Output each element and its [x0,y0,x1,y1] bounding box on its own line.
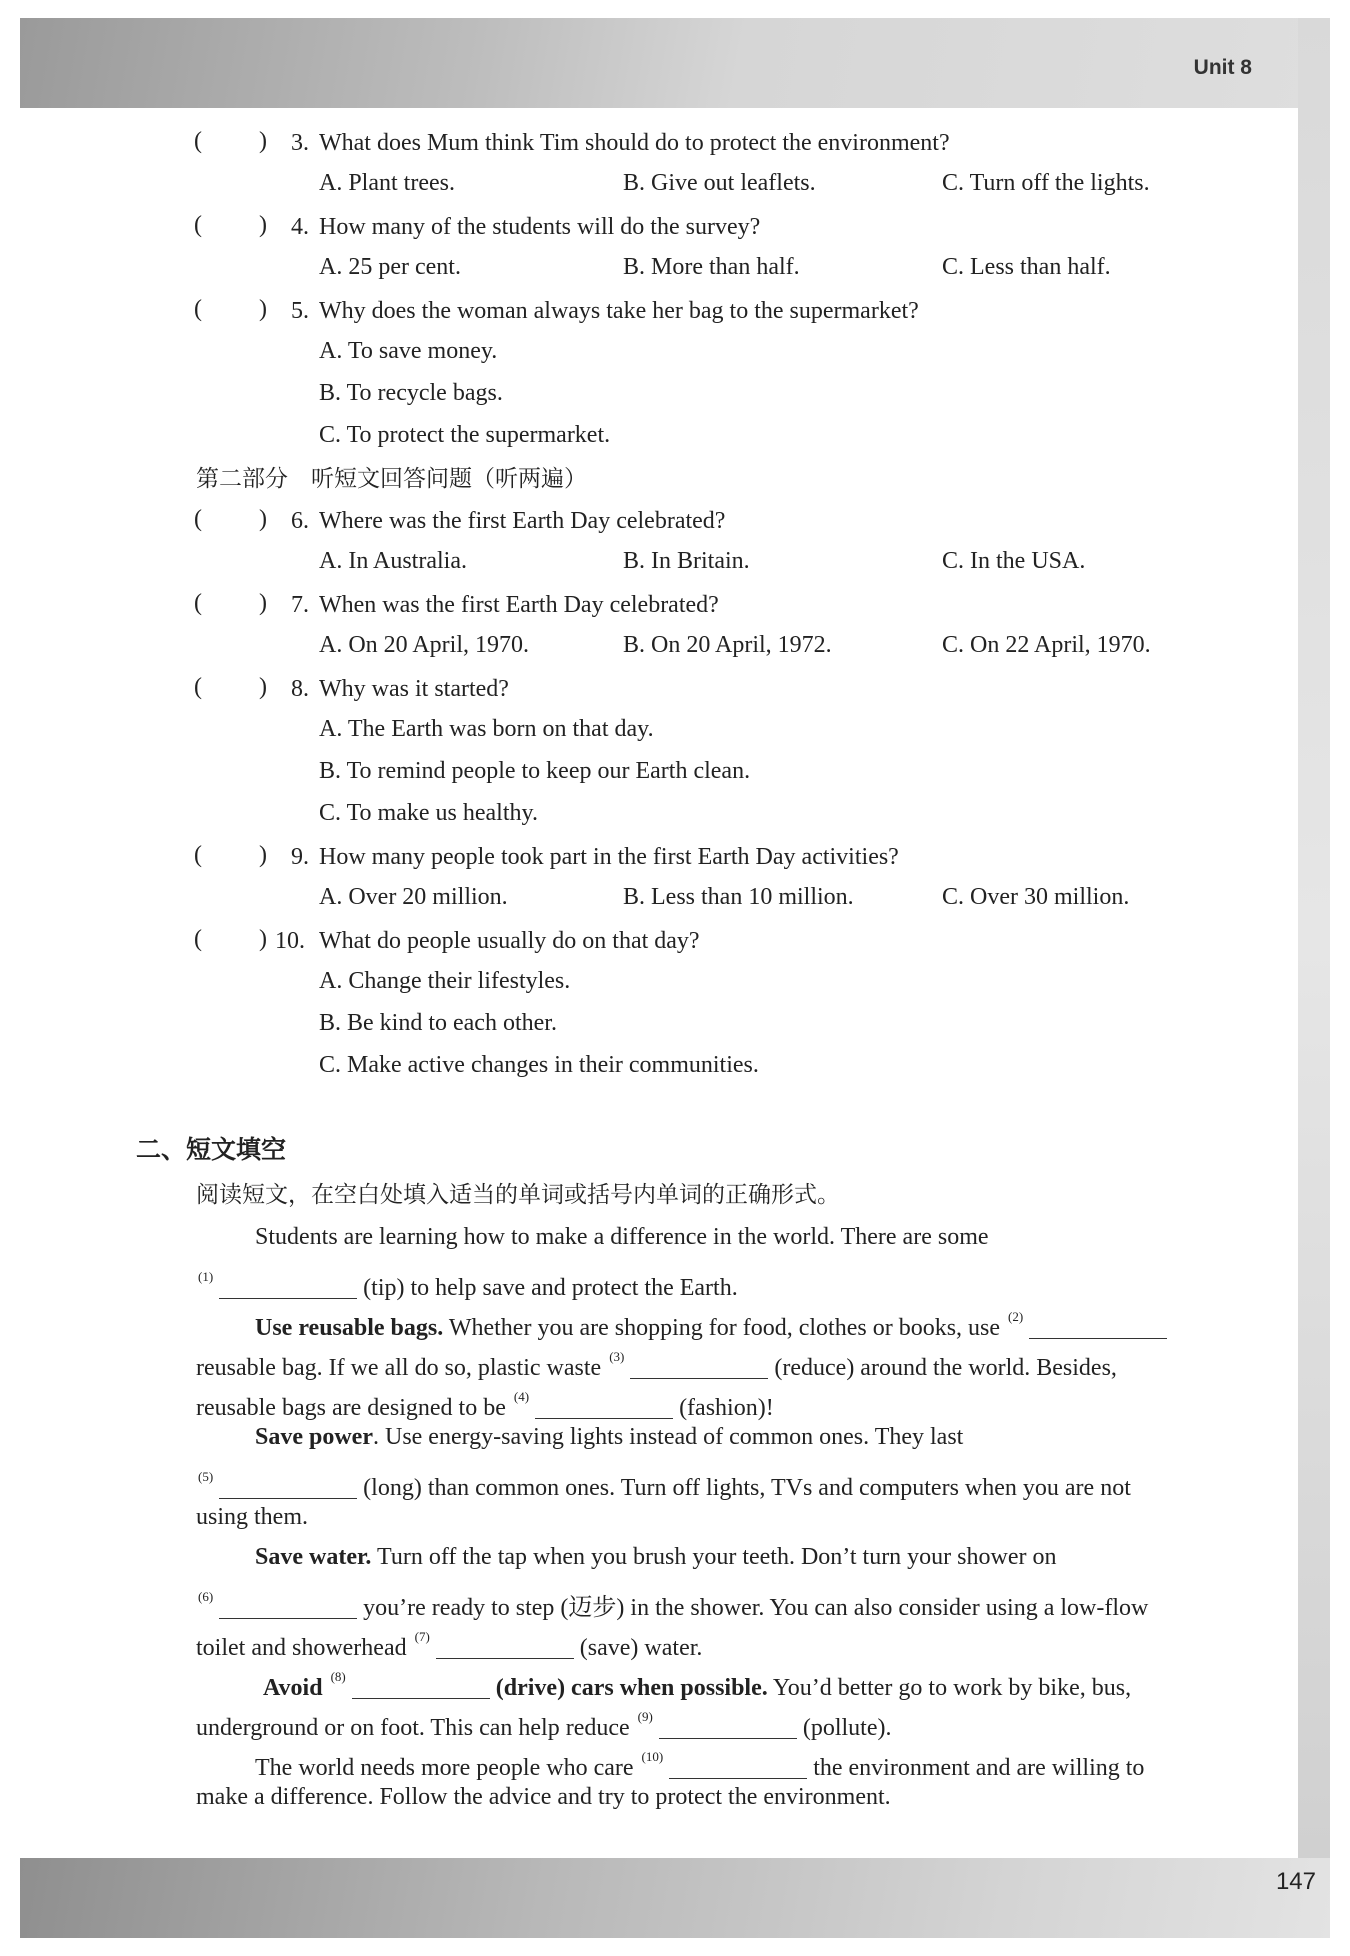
question-number: 9. [291,844,309,870]
blank-6[interactable] [219,1596,357,1619]
answer-paren-open[interactable]: ( [194,842,202,868]
answer-paren-open[interactable]: ( [194,212,202,238]
option-b: B. Give out leaflets. [623,170,816,196]
blank-3[interactable] [630,1356,768,1379]
answer-paren-close: ) [259,212,267,238]
part2-heading: 第二部分 听短文回答问题（听两遍） [196,466,587,492]
option-c: C. In the USA. [942,548,1086,574]
passage-line: Students are learning how to make a difference in the world. There are some [255,1224,989,1250]
question-number: 7. [291,592,309,618]
blank-number: (3) [609,1349,625,1364]
answer-paren-close: ) [259,128,267,154]
blank-5[interactable] [219,1476,357,1499]
option-c: C. Make active changes in their communities. [319,1052,759,1078]
question-text: Why was it started? [319,676,509,702]
option-b: B. In Britain. [623,548,750,574]
answer-paren-open[interactable]: ( [194,296,202,322]
tip-heading: Save power [255,1424,373,1450]
blank-number: (5) [198,1469,214,1484]
option-a: A. To save money. [319,338,498,364]
question-number: 3. [291,130,309,156]
option-a: A. Over 20 million. [319,884,508,910]
answer-paren-close: ) [259,674,267,700]
question-text: How many of the students will do the survey? [319,214,761,240]
page-bottom-band [20,1858,1330,1938]
blank-9[interactable] [659,1716,797,1739]
tip-heading: Save water. [255,1544,372,1570]
question-text: What does Mum think Tim should do to protect the environment? [319,130,950,156]
passage-line: reusable bags are designed to be $^{(4)}$ (fashion)! [196,1389,774,1421]
blank-4[interactable] [535,1396,673,1419]
option-a: A. The Earth was born on that day. [319,716,654,742]
blank-number: (9) [637,1709,653,1724]
passage-line: Save water. Turn off the tap when you brush your teeth. Don’t turn your shower on [255,1544,1057,1570]
blank-number: (7) [414,1629,430,1644]
passage-line: reusable bag. If we all do so, plastic waste $^{(3)}$ (reduce) around the world. Besides, [196,1349,1117,1381]
blank-number: (2) [1008,1309,1024,1324]
passage-line: make a difference. Follow the advice and try to protect the environment. [196,1784,891,1810]
passage-line: underground or on foot. This can help reduce $^{(9)}$ (pollute). [196,1709,892,1741]
question-number: 6. [291,508,309,534]
option-c: C. Less than half. [942,254,1111,280]
answer-paren-open[interactable]: ( [194,674,202,700]
passage-line: Avoid $^{(8)}$ (drive) cars when possible. You’d better go to work by bike, bus, [263,1669,1132,1701]
blank-1[interactable] [219,1276,357,1299]
option-a: A. Change their lifestyles. [319,968,571,994]
option-a: A. 25 per cent. [319,254,461,280]
tip-heading: Avoid [263,1675,323,1701]
passage-line: The world needs more people who care $^{(10)}$ the environment and are willing to [255,1749,1145,1781]
option-b: B. To remind people to keep our Earth clean. [319,758,751,784]
option-c: C. To protect the supermarket. [319,422,611,448]
page-right-band [1298,18,1330,1858]
option-b: B. To recycle bags. [319,380,503,406]
option-a: A. On 20 April, 1970. [319,632,529,658]
blank-10[interactable] [669,1756,807,1779]
question-number: 5. [291,298,309,324]
option-b: B. Less than 10 million. [623,884,854,910]
option-a: A. Plant trees. [319,170,455,196]
question-number: 4. [291,214,309,240]
option-b: B. Be kind to each other. [319,1010,557,1036]
answer-paren-open[interactable]: ( [194,506,202,532]
answer-paren-open[interactable]: ( [194,926,202,952]
passage-line: Use reusable bags. Whether you are shopping for food, clothes or books, use $^{(2)}$ [255,1302,1167,1343]
option-c: C. Over 30 million. [942,884,1130,910]
answer-paren-close: ) [259,926,267,952]
passage-line: $^{(6)}$ you’re ready to step (迈步) in the shower. You can also consider using a low-flow [198,1589,1149,1621]
question-text: How many people took part in the first Earth Day activities? [319,844,899,870]
question-text: Where was the first Earth Day celebrated? [319,508,726,534]
blank-2[interactable] [1029,1316,1167,1339]
blank-7[interactable] [436,1636,574,1659]
answer-paren-close: ) [259,296,267,322]
question-text: What do people usually do on that day? [319,928,700,954]
answer-paren-close: ) [259,842,267,868]
blank-number: (1) [198,1269,214,1284]
page-top-band [20,18,1330,108]
option-b: B. More than half. [623,254,800,280]
answer-paren-close: ) [259,590,267,616]
passage-line: $^{(5)}$ (long) than common ones. Turn off lights, TVs and computers when you are not [198,1469,1131,1501]
passage-line: toilet and showerhead $^{(7)}$ (save) water. [196,1629,703,1661]
answer-paren-open[interactable]: ( [194,590,202,616]
question-number: 10. [275,928,305,954]
passage-line: using them. [196,1504,308,1530]
answer-paren-close: ) [259,506,267,532]
option-c: C. Turn off the lights. [942,170,1150,196]
option-a: A. In Australia. [319,548,467,574]
blank-number: (6) [198,1589,214,1604]
unit-label: Unit 8 [1193,56,1252,79]
option-b: B. On 20 April, 1972. [623,632,832,658]
blank-8[interactable] [352,1676,490,1699]
passage-line: Save power. Use energy-saving lights instead of common ones. They last [255,1424,964,1450]
blank-number: (4) [513,1389,530,1404]
option-c: C. To make us healthy. [319,800,538,826]
tip-heading: (drive) cars when possible. [495,1675,768,1701]
section2-title: 二、短文填空 [136,1135,287,1164]
question-number: 8. [291,676,309,702]
option-c: C. On 22 April, 1970. [942,632,1151,658]
page-number: 147 [1275,1868,1316,1895]
tip-heading: Use reusable bags. [255,1315,444,1341]
passage-line: $^{(1)}$ (tip) to help save and protect the Earth. [198,1269,738,1301]
section2-instruction: 阅读短文，在空白处填入适当的单词或括号内单词的正确形式。 [196,1182,840,1208]
blank-number: (8) [330,1669,346,1684]
question-text: Why does the woman always take her bag to the supermarket? [319,298,919,324]
blank-number: (10) [641,1749,664,1764]
question-text: When was the first Earth Day celebrated? [319,592,719,618]
answer-paren-open[interactable]: ( [194,128,202,154]
